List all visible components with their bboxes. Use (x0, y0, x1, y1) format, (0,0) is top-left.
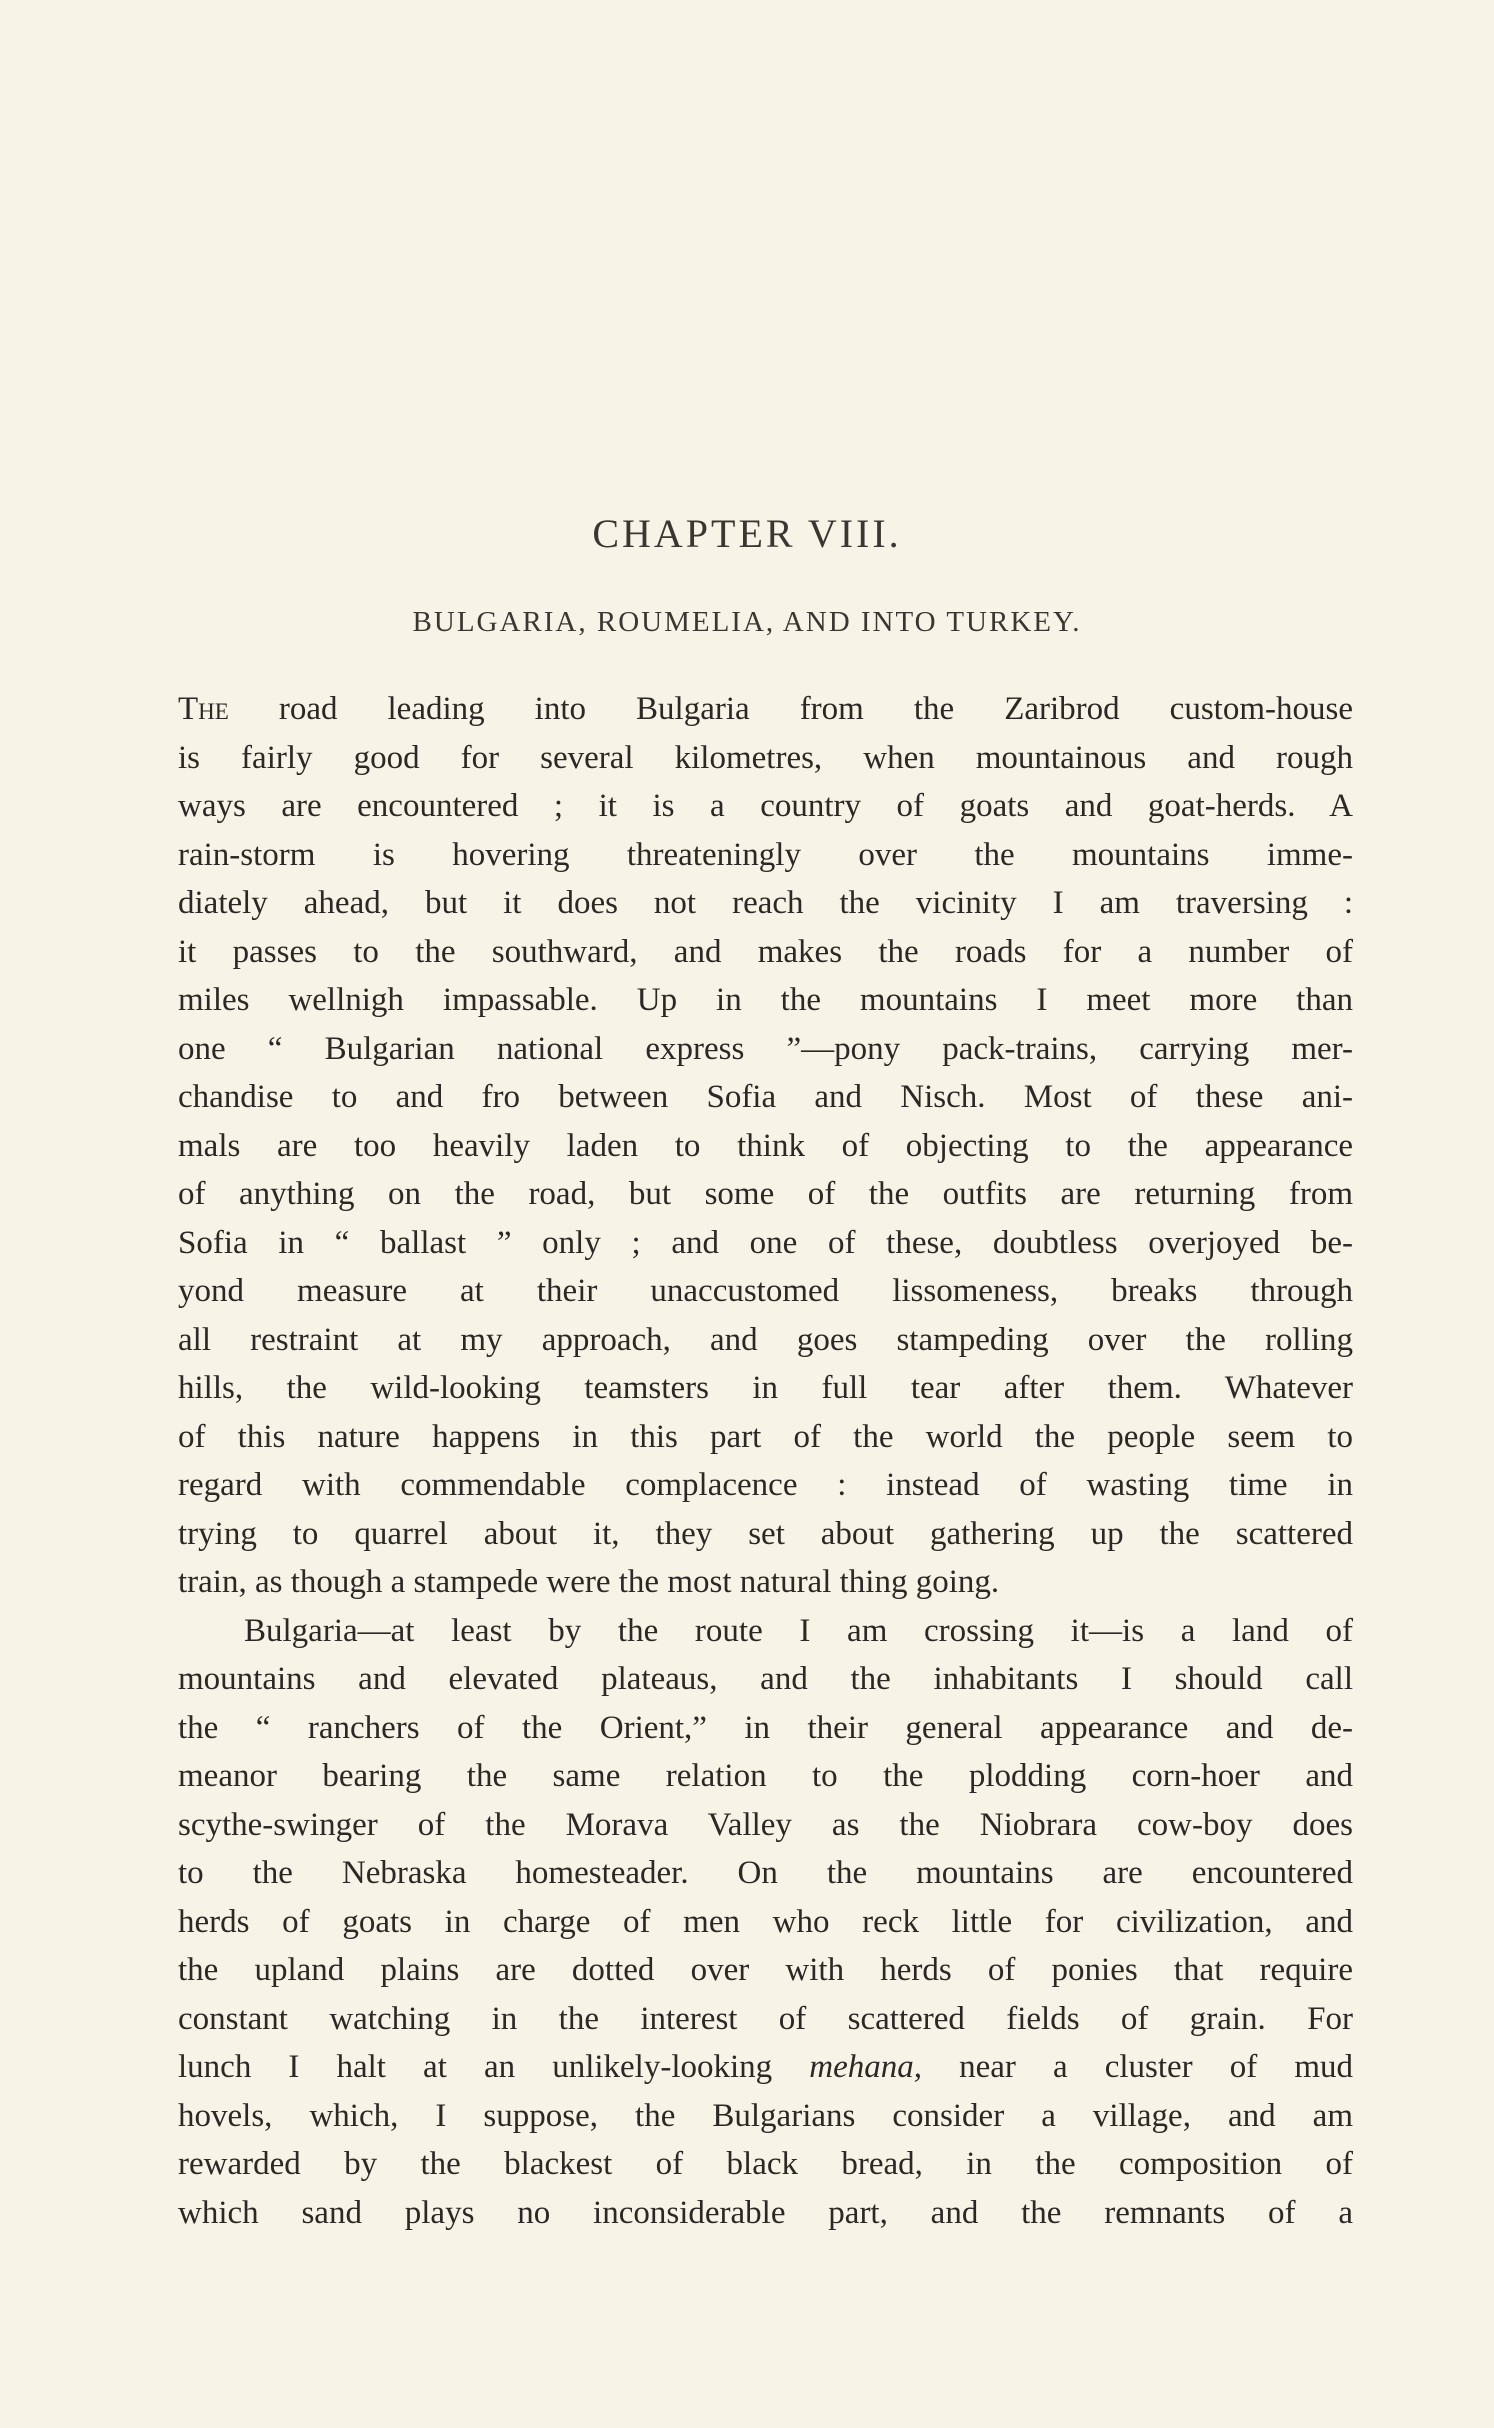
text-line: meanor bearing the same relation to the plodding corn-hoer and (178, 1758, 1353, 1794)
chapter-title: CHAPTER VIII. (592, 511, 902, 556)
text-line: the upland plains are dotted over with herds of ponies that require (178, 1952, 1353, 1988)
text-line: lunch I halt at an unlikely-looking mehana, near a cluster of mud (178, 2049, 1353, 2085)
text-line: regard with commendable complacence : instead of wasting time in (178, 1467, 1353, 1503)
text-line: herds of goats in charge of men who reck little for civilization, and (178, 1903, 1353, 1940)
text-line: trying to quarrel about it, they set about gathering up the scattered (178, 1515, 1353, 1552)
text-line: Sofia in “ ballast ” only ; and one of these, doubtless overjoyed be- (178, 1224, 1353, 1261)
italic-word: mehana, (809, 2049, 922, 2085)
body-text (178, 685, 1353, 2237)
text-line: one “ Bulgarian national express ”—pony pack-trains, carrying mer- (178, 1030, 1353, 1067)
text-line: ways are encountered ; it is a country of goats and goat-herds. A (178, 788, 1353, 824)
text-line: yond measure at their unaccustomed lissomeness, breaks through (178, 1273, 1353, 1309)
text-line: mountains and elevated plateaus, and the inhabitants I should call (178, 1661, 1353, 1697)
paragraph-1 (178, 685, 1353, 1607)
text-line: mals are too heavily laden to think of objecting to the appearance (178, 1127, 1353, 1164)
text-line: diately ahead, but it does not reach the vicinity I am traversing : (178, 885, 1353, 921)
text-line: The road leading into Bulgaria from the Zaribrod custom-house (178, 691, 1353, 727)
paragraph-2 (178, 1607, 1353, 2238)
text-line: hovels, which, I suppose, the Bulgarians consider a village, and am (178, 2097, 1353, 2134)
text-line: rewarded by the blackest of black bread, in the composition of (178, 2146, 1353, 2182)
text-line: is fairly good for several kilometres, when mountainous and rough (178, 739, 1353, 776)
text-line: train, as though a stampede were the most natural thing going. (178, 1564, 1000, 1600)
text-line: it passes to the southward, and makes the roads for a number of (178, 933, 1353, 970)
text-line: miles wellnigh impassable. Up in the mountains I meet more than (178, 982, 1353, 1018)
text-line: hills, the wild-looking teamsters in full tear after them. Whatever (178, 1370, 1353, 1406)
chapter-subtitle: BULGARIA, ROUMELIA, AND INTO TURKEY. (412, 606, 1082, 638)
text-line: rain-storm is hovering threateningly over the mountains imme- (178, 836, 1353, 873)
lead-word: The (178, 691, 229, 727)
text-line: constant watching in the interest of scattered fields of grain. For (178, 2000, 1353, 2037)
text-line: Bulgaria—at least by the route I am crossing it—is a land of (244, 1612, 1353, 1649)
text-line: scythe-swinger of the Morava Valley as the Niobrara cow-boy does (178, 1806, 1353, 1843)
text-line: all restraint at my approach, and goes stampeding over the rolling (178, 1321, 1353, 1358)
text-line: the “ ranchers of the Orient,” in their general appearance and de- (178, 1709, 1353, 1746)
text-line: of anything on the road, but some of the outfits are returning from (178, 1176, 1353, 1212)
text-line: chandise to and fro between Sofia and Nisch. Most of these ani- (178, 1079, 1353, 1115)
text-line: of this nature happens in this part of the world the people seem to (178, 1418, 1353, 1455)
text-line: to the Nebraska homesteader. On the mountains are encountered (178, 1855, 1353, 1891)
text-line: which sand plays no inconsiderable part, and the remnants of a (178, 2194, 1353, 2231)
